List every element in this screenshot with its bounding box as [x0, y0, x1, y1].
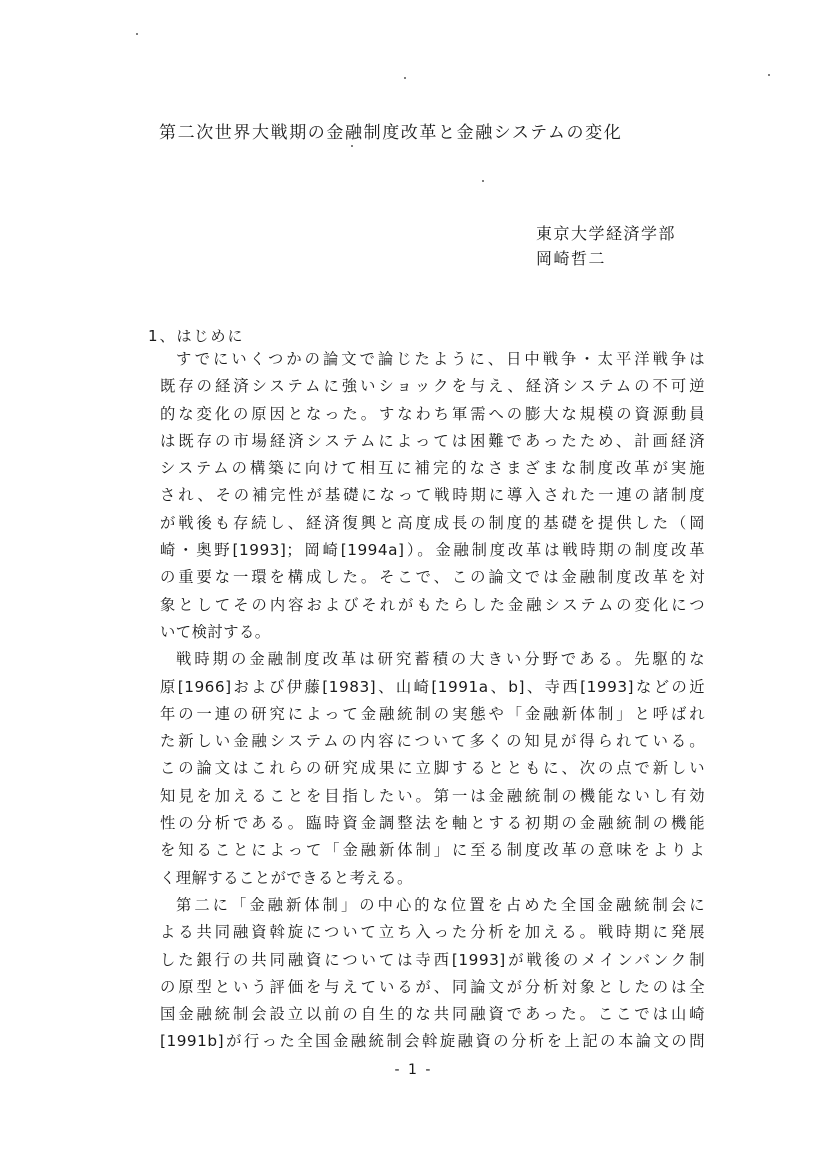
- scan-speck: [404, 77, 406, 79]
- text-line: 第二に「金融新体制」の中心的な位置を占めた全国金融統制会に: [176, 895, 705, 914]
- text-line: 年の一連の研究によって金融統制の実態や「金融新体制」と呼ばれ: [160, 704, 705, 723]
- text-line: た新しい金融システムの内容について多くの知見が得られている。: [160, 732, 705, 751]
- text-line: され、その補完性が基礎になって戦時期に導入された一連の諸制度: [160, 486, 705, 505]
- scan-speck: [482, 180, 484, 182]
- author-name: 岡崎哲二: [536, 249, 607, 268]
- text-line: この論文はこれらの研究成果に立脚するとともに、次の点で新しい: [160, 759, 705, 778]
- text-line: 国金融統制会設立以前の自生的な共同融資であった。ここでは山崎: [160, 1005, 705, 1024]
- scan-speck: [768, 74, 770, 76]
- page-number: - 1 -: [394, 1062, 433, 1078]
- text-line: いて検討する。: [160, 622, 271, 641]
- text-line: [1991b]が行った全国金融統制会斡旋融資の分析を上記の本論文の問: [160, 1032, 705, 1051]
- scan-speck: [136, 33, 138, 35]
- text-line: 既存の経済システムに強いショックを与え、経済システムの不可逆: [160, 377, 705, 396]
- text-line: を知ることによって「金融新体制」に至る制度改革の意味をよりよ: [160, 841, 705, 860]
- text-line: の原型という評価を与えているが、同論文が分析対象としたのは全: [160, 977, 705, 996]
- text-line: 知見を加えることを目指したい。第一は金融統制の機能ないし有効: [160, 786, 705, 805]
- text-line: 原[1966]および伊藤[1983]、山崎[1991a、b]、寺西[1993]などの近: [160, 677, 705, 696]
- author-affiliation: 東京大学経済学部: [536, 224, 677, 243]
- text-line: 性の分析である。臨時資金調整法を軸とする初期の金融統制の機能: [160, 814, 705, 833]
- text-line: 崎・奥野[1993]；岡崎[1994a]）。金融制度改革は戦時期の制度改革: [160, 541, 705, 560]
- text-line: は既存の市場経済システムによっては困難であったため、計画経済: [160, 431, 705, 450]
- text-line: く理解することができると考える。: [160, 868, 413, 887]
- section-heading: 1、はじめに: [148, 327, 245, 345]
- body-text: [160, 346, 705, 1056]
- scan-speck: [351, 145, 353, 147]
- text-line: 象としてその内容およびそれがもたらした金融システムの変化につ: [160, 595, 705, 614]
- text-line: が戦後も存続し、経済復興と高度成長の制度的基礎を提供した（岡: [160, 513, 705, 532]
- text-line: すでにいくつかの論文で論じたように、日中戦争・太平洋戦争は: [176, 350, 705, 368]
- text-line: した銀行の共同融資については寺西[1993]が戦後のメインバンク制: [160, 950, 705, 969]
- text-line: システムの構築に向けて相互に補完的なさまざまな制度改革が実施: [160, 459, 705, 478]
- text-line: よる共同融資斡旋について立ち入った分析を加える。戦時期に発展: [160, 923, 705, 942]
- text-line: の重要な一環を構成した。そこで、この論文では金融制度改革を対: [160, 568, 705, 587]
- paper-title: 第二次世界大戦期の金融制度改革と金融システムの変化: [159, 123, 623, 143]
- text-line: 戦時期の金融制度改革は研究蓄積の大きい分野である。先駆的な: [176, 650, 705, 669]
- text-line: 的な変化の原因となった。すなわち軍需への膨大な規模の資源動員: [160, 404, 705, 423]
